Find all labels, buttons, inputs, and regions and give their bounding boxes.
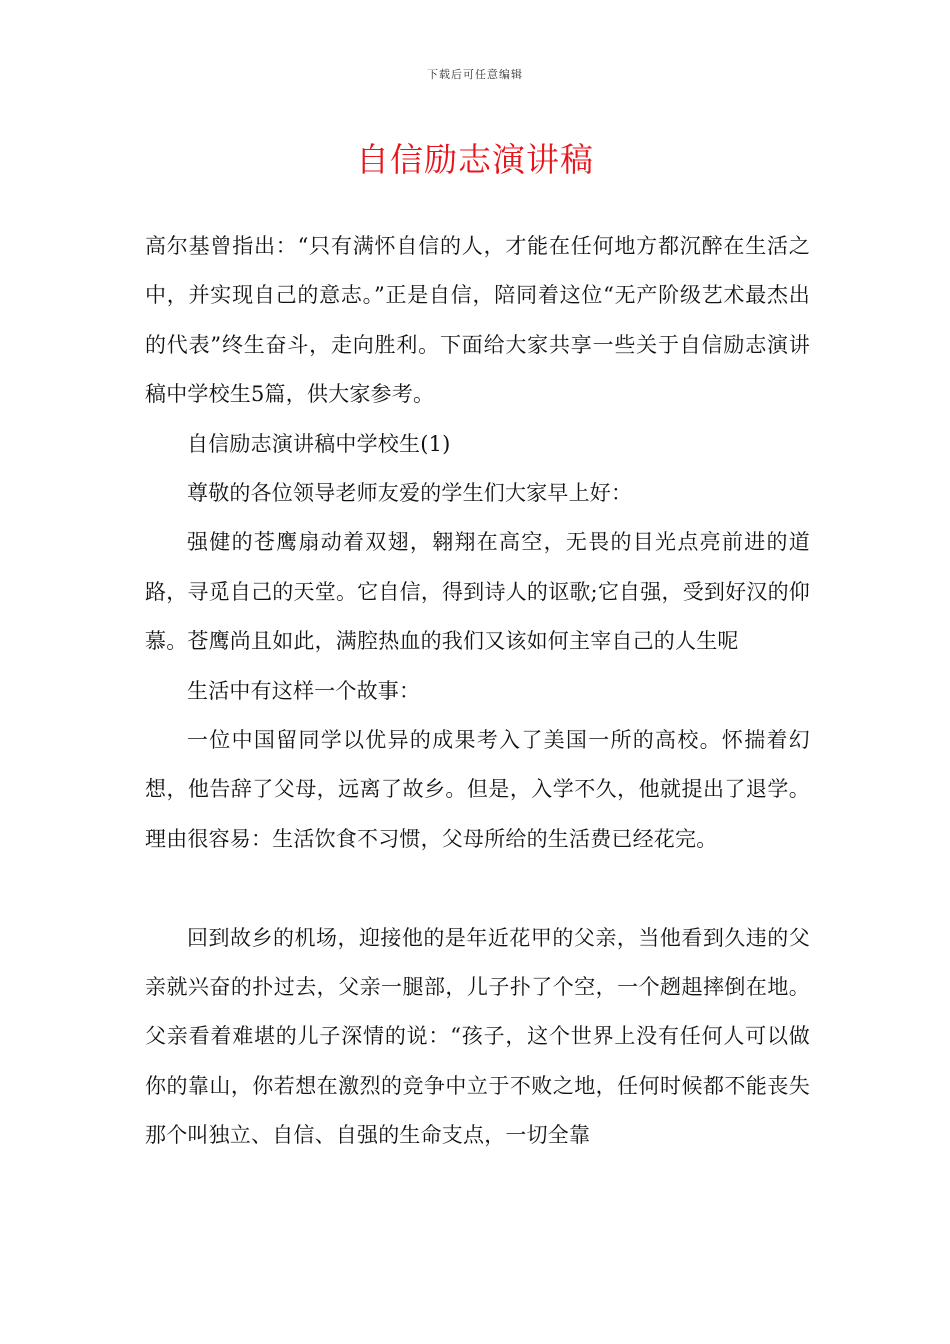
father-story-paragraph: 回到故乡的机场，迎接他的是年近花甲的父亲，当他看到久违的父亲就兴奋的扑过去，父亲一腿部，儿子扑了个空，一个趔趄摔倒在地。父亲看着难堪的儿子深情的说：“孩子，这个世界上没有任何人可以做你的靠山，你若想在激烈的竞争中立于不败之地，任何时候都不能丧失那个叫独立、自信、自强的生命支点，一切全靠 — [145, 925, 810, 1148]
section-heading: 自信励志演讲稿中学校生(1) — [187, 431, 451, 456]
eagle-paragraph: 强健的苍鹰扇动着双翅，翱翔在高空，无畏的目光点亮前进的道路，寻觅自己的天堂。它自信，得到诗人的讴歌;它自强，受到好汉的仰慕。苍鹰尚且如此，满腔热血的我们又该如何主宰自己的人生呢 — [145, 530, 810, 654]
paragraph-gap — [145, 864, 810, 913]
intro-paragraph: 高尔基曾指出：“只有满怀自信的人，才能在任何地方都沉醉在生活之中，并实现自己的意志。”正是自信，陪同着这位“无产阶级艺术最杰出的代表”终生奋斗，走向胜利。下面给大家共享一些关于自信励志演讲稿中学校生5篇，供大家参考。 — [145, 234, 810, 407]
document-title: 自信励志演讲稿 — [356, 140, 594, 179]
student-story-paragraph: 一位中国留同学以优异的成果考入了美国一所的高校。怀揣着幻想，他告辞了父母，远离了故乡。但是，入学不久，他就提出了退学。理由很容易：生活饮食不习惯，父母所给的生活费已经花完。 — [145, 728, 810, 851]
document-body — [145, 222, 810, 1161]
salutation-paragraph: 尊敬的各位领导老师友爱的学生们大家早上好： — [187, 481, 633, 506]
story-intro-paragraph: 生活中有这样一个故事： — [187, 678, 421, 703]
header-note: 下载后可任意编辑 — [427, 68, 523, 81]
